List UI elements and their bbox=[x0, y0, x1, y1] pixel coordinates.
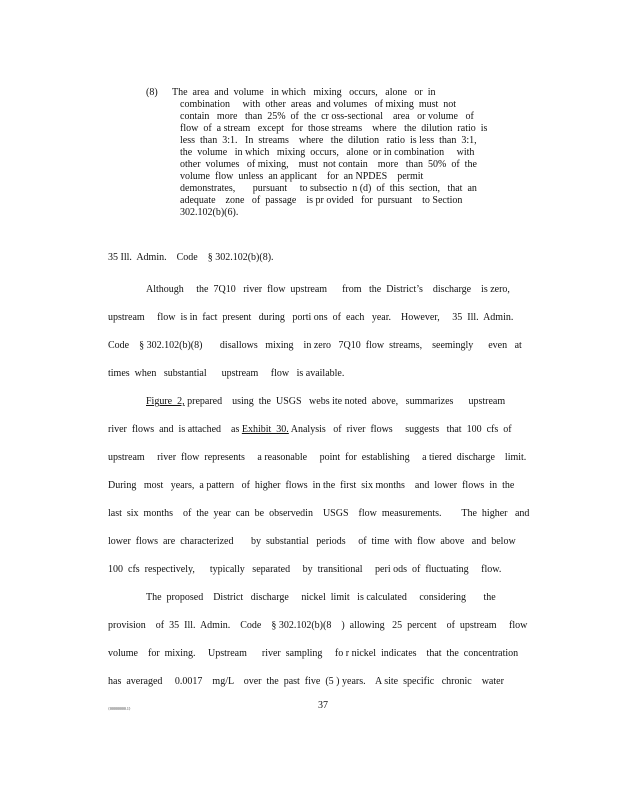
paragraph-3-line: The proposed District discharge nickel limit is calculated considering the bbox=[146, 592, 496, 603]
quote-line: The area and volume in which mixing occurs, alone or in bbox=[172, 87, 436, 98]
paragraph-2-line: last six months of the year can be observedin USGS flow measurements. The higher and bbox=[108, 508, 530, 519]
paragraph-2-line: 100 cfs respectively, typically separated by transitional peri ods of fluctuating flow. bbox=[108, 564, 502, 575]
quote-text bbox=[172, 87, 526, 219]
quote-line: contain more than 25% of the cr oss-sectional area or volume of bbox=[180, 111, 474, 122]
paragraph-3-line: volume for mixing. Upstream river sampling fo r nickel indicates that the concentration bbox=[108, 648, 519, 659]
paragraph-1-line: Although the 7Q10 river flow upstream from the District’s discharge is zero, bbox=[146, 284, 510, 295]
figure-reference: Figure 2, bbox=[146, 396, 185, 407]
paragraph-1-line: Code § 302.102(b)(8) disallows mixing in zero 7Q10 flow streams, seemingly even at bbox=[108, 340, 522, 351]
document-id-code: {00000000.1} bbox=[108, 706, 131, 711]
page-number: 37 bbox=[318, 700, 328, 711]
quote-line: combination with other areas and volumes of mixing must not bbox=[180, 99, 457, 110]
quote-citation: 35 Ill. Admin. Code § 302.102(b)(8). bbox=[108, 252, 274, 263]
quote-line: 302.102(b)(6). bbox=[180, 207, 239, 218]
paragraph-3-line: provision of 35 Ill. Admin. Code § 302.102(b)(8 ) allowing 25 percent of upstream flow bbox=[108, 620, 528, 631]
paragraph-2-line: lower flows are characterized by substantial periods of time with flow above and below bbox=[108, 536, 516, 547]
quote-line: the volume in which mixing occurs, alone or in combination with bbox=[180, 147, 475, 158]
paragraph-2-line: upstream river flow represents a reasonable point for establishing a tiered discharge limit. bbox=[108, 452, 527, 463]
paragraph-1-line: times when substantial upstream flow is available. bbox=[108, 368, 345, 379]
quote-line: flow of a stream except for those streams where the dilution ratio is bbox=[180, 123, 488, 134]
quote-line: volume flow unless an applicant for an NPDES permit bbox=[180, 171, 424, 182]
paragraph-2-text: river flows and is attached as bbox=[108, 424, 242, 435]
quote-line: other volumes of mixing, must not contain more than 50% of the bbox=[180, 159, 477, 170]
paragraph-2-line bbox=[108, 424, 512, 436]
paragraph-1-line: upstream flow is in fact present during porti ons of each year. However, 35 Ill. Admin. bbox=[108, 312, 514, 323]
paragraph-3-line: has averaged 0.0017 mg/L over the past five (5 ) years. A site specific chronic water bbox=[108, 676, 504, 687]
quote-line: less than 3:1. In streams where the dilution ratio is less than 3:1, bbox=[180, 135, 477, 146]
exhibit-reference: Exhibit 30. bbox=[241, 424, 289, 435]
quote-line: adequate zone of passage is pr ovided for pursuant to Section bbox=[180, 195, 463, 206]
paragraph-2-text: prepared using the USGS webs ite noted above, summarizes upstream bbox=[184, 396, 506, 407]
paragraph-2-line: During most years, a pattern of higher flows in the first six months and lower flows in the bbox=[108, 480, 515, 491]
paragraph-2-line bbox=[146, 396, 505, 408]
quote-item-number: (8) bbox=[146, 87, 158, 98]
quote-line: demonstrates, pursuant to subsectio n (d) of this section, that an bbox=[180, 183, 477, 194]
paragraph-2-text: Analysis of river flows suggests that 100 cfs of bbox=[288, 424, 512, 435]
